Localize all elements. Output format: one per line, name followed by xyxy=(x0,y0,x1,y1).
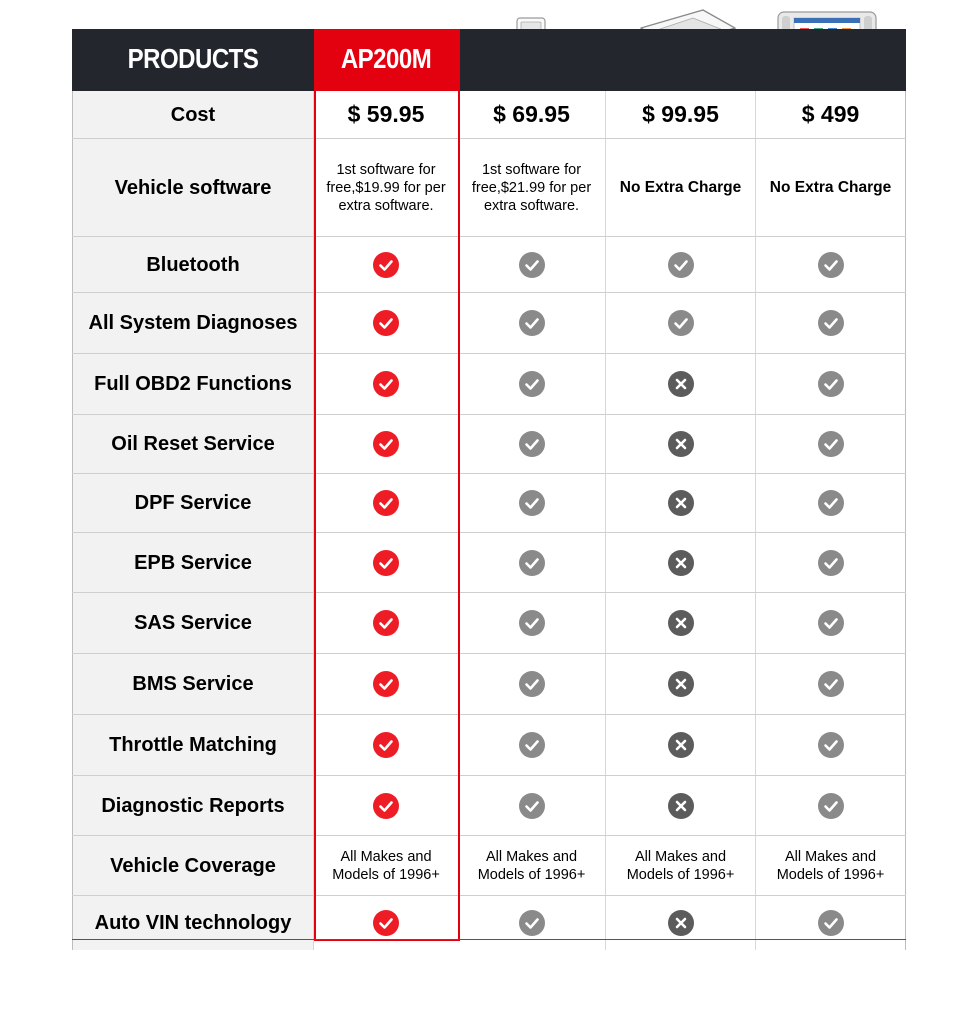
products-header-cell xyxy=(72,29,314,91)
feature-cell xyxy=(606,354,756,414)
row-label: SAS Service xyxy=(134,612,252,634)
feature-cell xyxy=(314,237,458,292)
feature-cell xyxy=(756,715,906,775)
feature-cell xyxy=(756,776,906,835)
feature-row xyxy=(72,354,906,415)
feature-cell xyxy=(756,237,906,292)
feature-cell xyxy=(458,715,606,775)
row-label: Diagnostic Reports xyxy=(101,794,285,817)
coverage-note: All Makes and Models of 1996+ xyxy=(332,848,440,883)
feature-cell xyxy=(606,533,756,592)
cross-icon xyxy=(668,671,694,697)
header-row xyxy=(72,29,906,91)
check-icon xyxy=(818,793,844,819)
coverage-note: All Makes and Models of 1996+ xyxy=(776,848,885,883)
feature-cell xyxy=(756,654,906,714)
software-note: No Extra Charge xyxy=(619,178,742,196)
cross-icon xyxy=(668,610,694,636)
row-label: DPF Service xyxy=(134,492,252,514)
check-icon xyxy=(373,671,399,697)
check-icon xyxy=(818,610,844,636)
cross-icon xyxy=(668,732,694,758)
price-value: $ 69.95 xyxy=(493,101,570,127)
feature-cell xyxy=(756,533,906,592)
check-icon xyxy=(519,793,545,819)
feature-cell xyxy=(458,474,606,532)
software-note: 1st software for free,$19.99 for per extra software. xyxy=(326,161,446,214)
feature-cell xyxy=(314,654,458,714)
price-value: $ 59.95 xyxy=(347,101,425,127)
row-label: Oil Reset Service xyxy=(111,433,275,455)
check-icon xyxy=(818,490,844,516)
feature-cell xyxy=(756,293,906,353)
check-icon xyxy=(818,310,844,336)
feature-cell xyxy=(314,293,458,353)
comparison-table xyxy=(72,29,906,950)
check-icon xyxy=(818,732,844,758)
cross-icon xyxy=(668,910,694,936)
row-label: Vehicle software xyxy=(114,176,272,199)
feature-cell xyxy=(606,415,756,473)
check-icon xyxy=(519,371,545,397)
cost-row xyxy=(72,91,906,139)
featured-product-header: AP200M xyxy=(340,43,432,75)
check-icon xyxy=(373,431,399,457)
vin-cell xyxy=(756,896,906,950)
feature-cell xyxy=(458,237,606,292)
check-icon xyxy=(519,671,545,697)
feature-row xyxy=(72,293,906,354)
check-icon xyxy=(818,671,844,697)
feature-cell xyxy=(314,715,458,775)
check-icon xyxy=(373,732,399,758)
feature-cell xyxy=(606,715,756,775)
row-label: All System Diagnoses xyxy=(88,312,298,334)
products-header: PRODUCTS xyxy=(127,43,259,75)
feature-cell xyxy=(606,293,756,353)
feature-cell xyxy=(458,354,606,414)
feature-cell xyxy=(314,354,458,414)
feature-rows xyxy=(72,237,906,836)
check-icon xyxy=(818,431,844,457)
check-icon xyxy=(519,310,545,336)
check-icon xyxy=(668,310,694,336)
product-4-header-cell xyxy=(756,29,906,91)
check-icon xyxy=(519,732,545,758)
feature-cell xyxy=(314,776,458,835)
feature-cell xyxy=(756,354,906,414)
vin-cell xyxy=(458,896,606,950)
feature-cell xyxy=(458,293,606,353)
cross-icon xyxy=(668,793,694,819)
check-icon xyxy=(373,793,399,819)
check-icon xyxy=(519,252,545,278)
software-row xyxy=(72,139,906,237)
software-note: No Extra Charge xyxy=(769,178,892,196)
product-2-header-cell xyxy=(458,29,606,91)
check-icon xyxy=(373,550,399,576)
check-icon xyxy=(668,252,694,278)
check-icon xyxy=(519,490,545,516)
coverage-row xyxy=(72,836,906,896)
check-icon xyxy=(519,550,545,576)
row-label: BMS Service xyxy=(132,673,254,695)
check-icon xyxy=(373,310,399,336)
feature-cell xyxy=(458,415,606,473)
feature-cell xyxy=(756,474,906,532)
coverage-note: All Makes and Models of 1996+ xyxy=(626,848,735,883)
row-label: Full OBD2 Functions xyxy=(94,373,292,395)
feature-row xyxy=(72,237,906,293)
vin-cell xyxy=(606,896,756,950)
check-icon xyxy=(373,910,399,936)
cross-icon xyxy=(668,550,694,576)
check-icon xyxy=(818,371,844,397)
row-label: Bluetooth xyxy=(146,253,240,276)
feature-cell xyxy=(458,776,606,835)
check-icon xyxy=(519,431,545,457)
check-icon xyxy=(373,490,399,516)
check-icon xyxy=(373,610,399,636)
check-icon xyxy=(373,371,399,397)
feature-row xyxy=(72,415,906,474)
check-icon xyxy=(818,910,844,936)
feature-row xyxy=(72,776,906,836)
row-label: Throttle Matching xyxy=(109,734,277,756)
product-3-header-cell xyxy=(606,29,756,91)
feature-cell xyxy=(458,593,606,653)
feature-row xyxy=(72,715,906,776)
feature-cell xyxy=(606,237,756,292)
feature-cell xyxy=(314,533,458,592)
check-icon xyxy=(519,610,545,636)
cross-icon xyxy=(668,431,694,457)
feature-cell xyxy=(314,474,458,532)
row-label: Vehicle Coverage xyxy=(110,854,276,877)
row-label: Auto VIN technology xyxy=(94,912,292,934)
software-note: 1st software for free,$21.99 for per extra software. xyxy=(471,161,592,214)
vin-cell xyxy=(314,896,458,950)
feature-row xyxy=(72,474,906,533)
feature-row xyxy=(72,654,906,715)
check-icon xyxy=(519,910,545,936)
row-label: EPB Service xyxy=(134,551,252,574)
feature-cell xyxy=(314,593,458,653)
check-icon xyxy=(373,252,399,278)
price-value: $ 99.95 xyxy=(642,101,719,127)
coverage-note: All Makes and Models of 1996+ xyxy=(477,848,586,883)
row-label: Cost xyxy=(170,103,216,126)
feature-cell xyxy=(606,776,756,835)
feature-cell xyxy=(756,415,906,473)
feature-cell xyxy=(314,415,458,473)
feature-cell xyxy=(606,474,756,532)
check-icon xyxy=(818,252,844,278)
feature-cell xyxy=(606,654,756,714)
auto-vin-row xyxy=(72,896,906,950)
feature-row xyxy=(72,593,906,654)
feature-cell xyxy=(458,654,606,714)
cross-icon xyxy=(668,371,694,397)
featured-product-header-cell xyxy=(314,29,458,91)
table-bottom-border xyxy=(72,939,906,940)
feature-cell xyxy=(458,533,606,592)
feature-cell xyxy=(756,593,906,653)
cross-icon xyxy=(668,490,694,516)
price-value: $ 499 xyxy=(801,101,860,127)
check-icon xyxy=(818,550,844,576)
feature-cell xyxy=(606,593,756,653)
feature-row xyxy=(72,533,906,593)
